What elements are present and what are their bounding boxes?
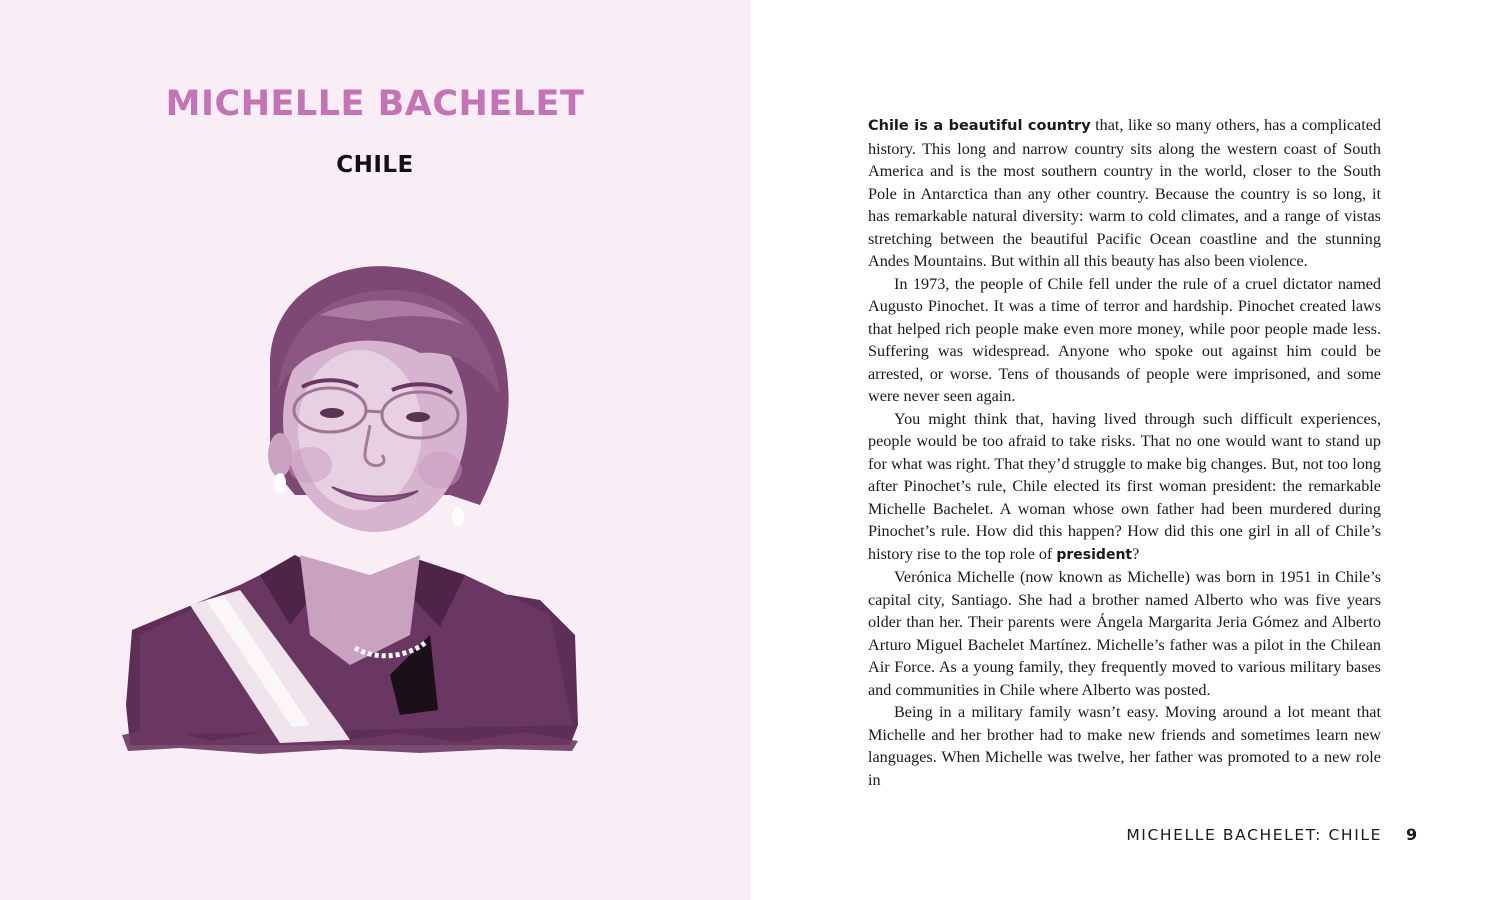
paragraph-end: ? (1132, 544, 1140, 563)
page-title: MICHELLE BACHELET (165, 84, 585, 124)
page-number: 9 (1406, 825, 1418, 844)
body-text (868, 114, 1381, 791)
paragraph-text: that, like so many others, has a complicated history. This long and narrow country sits along the western coast of South America and is the most southern country in the world, closer to the South Pole in Antarctica than any other country. Because the country is so long, it has remarkable natural diversity: warm to cold climates, and a range of vistas stretching between the beautiful Pacific Ocean coastline and the stunning Andes Mountains. But within all this beauty has also been violence. (868, 116, 1381, 270)
glossary-term: president (1056, 546, 1133, 563)
paragraph: Verónica Michelle (now known as Michelle) was born in 1951 in Chile’s capital city, Santiago. She had a brother named Alberto who was five years older than her. Their parents were Ángela Margarita Jeria Gómez and Alberto Arturo Miguel Bachelet Martínez. Michelle’s father was a pilot in the Chilean Air Force. As a young family, they frequently moved to various military bases and communities in Chile where Alberto was posted. (868, 568, 1381, 699)
portrait-illustration (120, 255, 590, 765)
paragraph: Being in a military family wasn’t easy. Moving around a lot meant that Michelle and her brother had to make new friends and sometimes learn new languages. When Michelle was twelve, her father was promoted to a new role in (868, 703, 1381, 789)
country-subtitle: CHILE (336, 152, 414, 178)
lead-phrase: Chile is a beautiful country (868, 118, 1091, 134)
running-footer: MICHELLE BACHELET: CHILE (1126, 826, 1382, 844)
paragraph: In 1973, the people of Chile fell under the rule of a cruel dictator named Augusto Pinochet. It was a time of terror and hardship. Pinochet created laws that helped rich people make even more money, while poor people made less. Suffering was widespread. Anyone who spoke out against him could be arrested, or worse. Tens of thousands of people were imprisoned, and some were never seen again. (868, 274, 1381, 405)
paragraph (868, 114, 1381, 273)
paragraph-text: You might think that, having lived through such difficult experiences, people would be too afraid to take risks. That no one would want to stand up for what was right. That they’d struggle to make big changes. But, not too long after Pinochet’s rule, Chile elected its first woman president: the remarkable Michelle Bachelet. A woman whose own father had been murdered during Pinochet’s rule. How did this happen? How did this one girl in all of Chile’s history rise to the top role of (868, 409, 1381, 563)
paragraph (868, 408, 1381, 567)
